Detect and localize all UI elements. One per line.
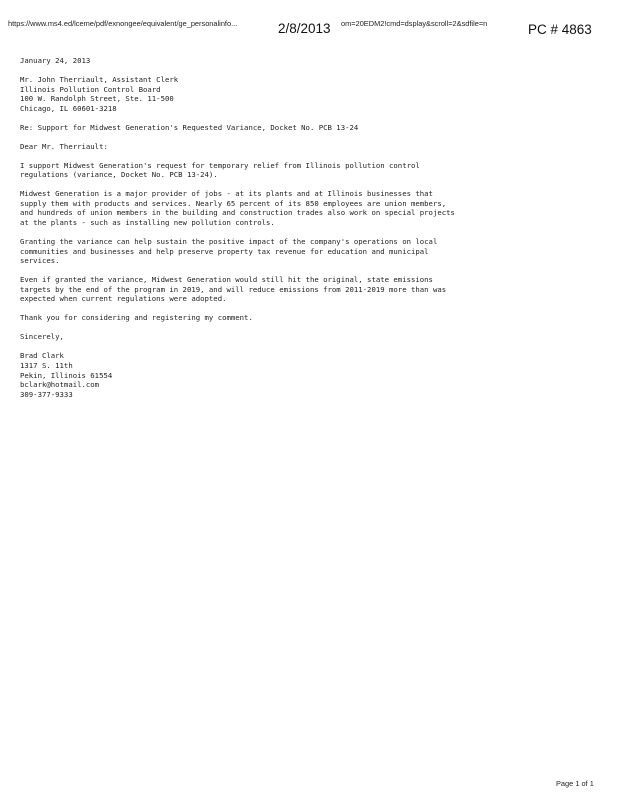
body-line: targets by the end of the program in 2019, and will reduce emissions from 2011-2019 more than was bbox=[20, 284, 447, 294]
signature-city: Pekin, Illinois 61554 bbox=[20, 370, 113, 380]
body-line: and hundreds of union members in the building and construction trades also work on special projects bbox=[20, 208, 455, 218]
source-url: https://www.ms4.ed/lceme/pdf/exnongee/equivalent/ge_personalinfo... bbox=[8, 19, 238, 28]
letter-body bbox=[20, 56, 604, 409]
subject-line: Re: Support for Midwest Generation's Requested Variance, Docket No. PCB 13-24 bbox=[20, 122, 359, 132]
body-line: I support Midwest Generation's request for temporary relief from Illinois pollution control bbox=[20, 160, 420, 170]
signature-email: bclark@hotmail.com bbox=[20, 380, 100, 390]
recipient-address bbox=[20, 75, 604, 113]
body-paragraph-4 bbox=[20, 275, 604, 304]
subject-block bbox=[20, 123, 604, 133]
body-line: supply them with products and services. Nearly 65 percent of its 850 employees are union members, bbox=[20, 198, 447, 208]
body-paragraph-2 bbox=[20, 189, 604, 227]
signature-street: 1317 S. 11th bbox=[20, 360, 73, 370]
letter-date: January 24, 2013 bbox=[20, 56, 91, 65]
address-line: Mr. John Therriault, Assistant Clerk bbox=[20, 74, 179, 84]
body-line: Midwest Generation is a major provider of jobs - at its plants and at Illinois businesses that bbox=[20, 189, 433, 199]
signature-phone: 309-377-9333 bbox=[20, 389, 73, 399]
address-line: Illinois Pollution Control Board bbox=[20, 84, 161, 94]
body-paragraph-5 bbox=[20, 313, 604, 323]
salutation: Dear Mr. Therriault: bbox=[20, 141, 108, 151]
body-line: expected when current regulations were adopted. bbox=[20, 294, 227, 304]
source-url-tail: om=20EDM2!cmd=dsplay&scroll=2&sdfile=n bbox=[341, 19, 488, 28]
address-line: Chicago, IL 60601-3218 bbox=[20, 103, 117, 113]
date-stamp: 2/8/2013 bbox=[278, 21, 331, 36]
address-line: 100 W. Randolph Street, Ste. 11-500 bbox=[20, 94, 174, 104]
closing: Sincerely, bbox=[20, 332, 64, 342]
body-line: Thank you for considering and registering my comment. bbox=[20, 313, 253, 323]
body-line: regulations (variance, Docket No. PCB 13-24). bbox=[20, 170, 218, 180]
salutation-block bbox=[20, 142, 604, 152]
body-line: Even if granted the variance, Midwest Generation would still hit the original, state emissions bbox=[20, 275, 433, 285]
body-line: communities and businesses and help preserve property tax revenue for education and municipal bbox=[20, 246, 429, 256]
signature-block bbox=[20, 351, 604, 399]
pc-number-stamp: PC # 4863 bbox=[528, 22, 592, 37]
page-number: Page 1 of 1 bbox=[556, 779, 594, 788]
signature-name: Brad Clark bbox=[20, 351, 64, 361]
body-paragraph-1 bbox=[20, 161, 604, 180]
closing-block bbox=[20, 332, 604, 342]
body-line: services. bbox=[20, 256, 60, 266]
body-paragraph-3 bbox=[20, 237, 604, 266]
letter-date-block bbox=[20, 56, 604, 66]
body-line: at the plants - such as installing new pollution controls. bbox=[20, 218, 275, 228]
body-line: Granting the variance can help sustain the positive impact of the company's operations on local bbox=[20, 237, 438, 247]
